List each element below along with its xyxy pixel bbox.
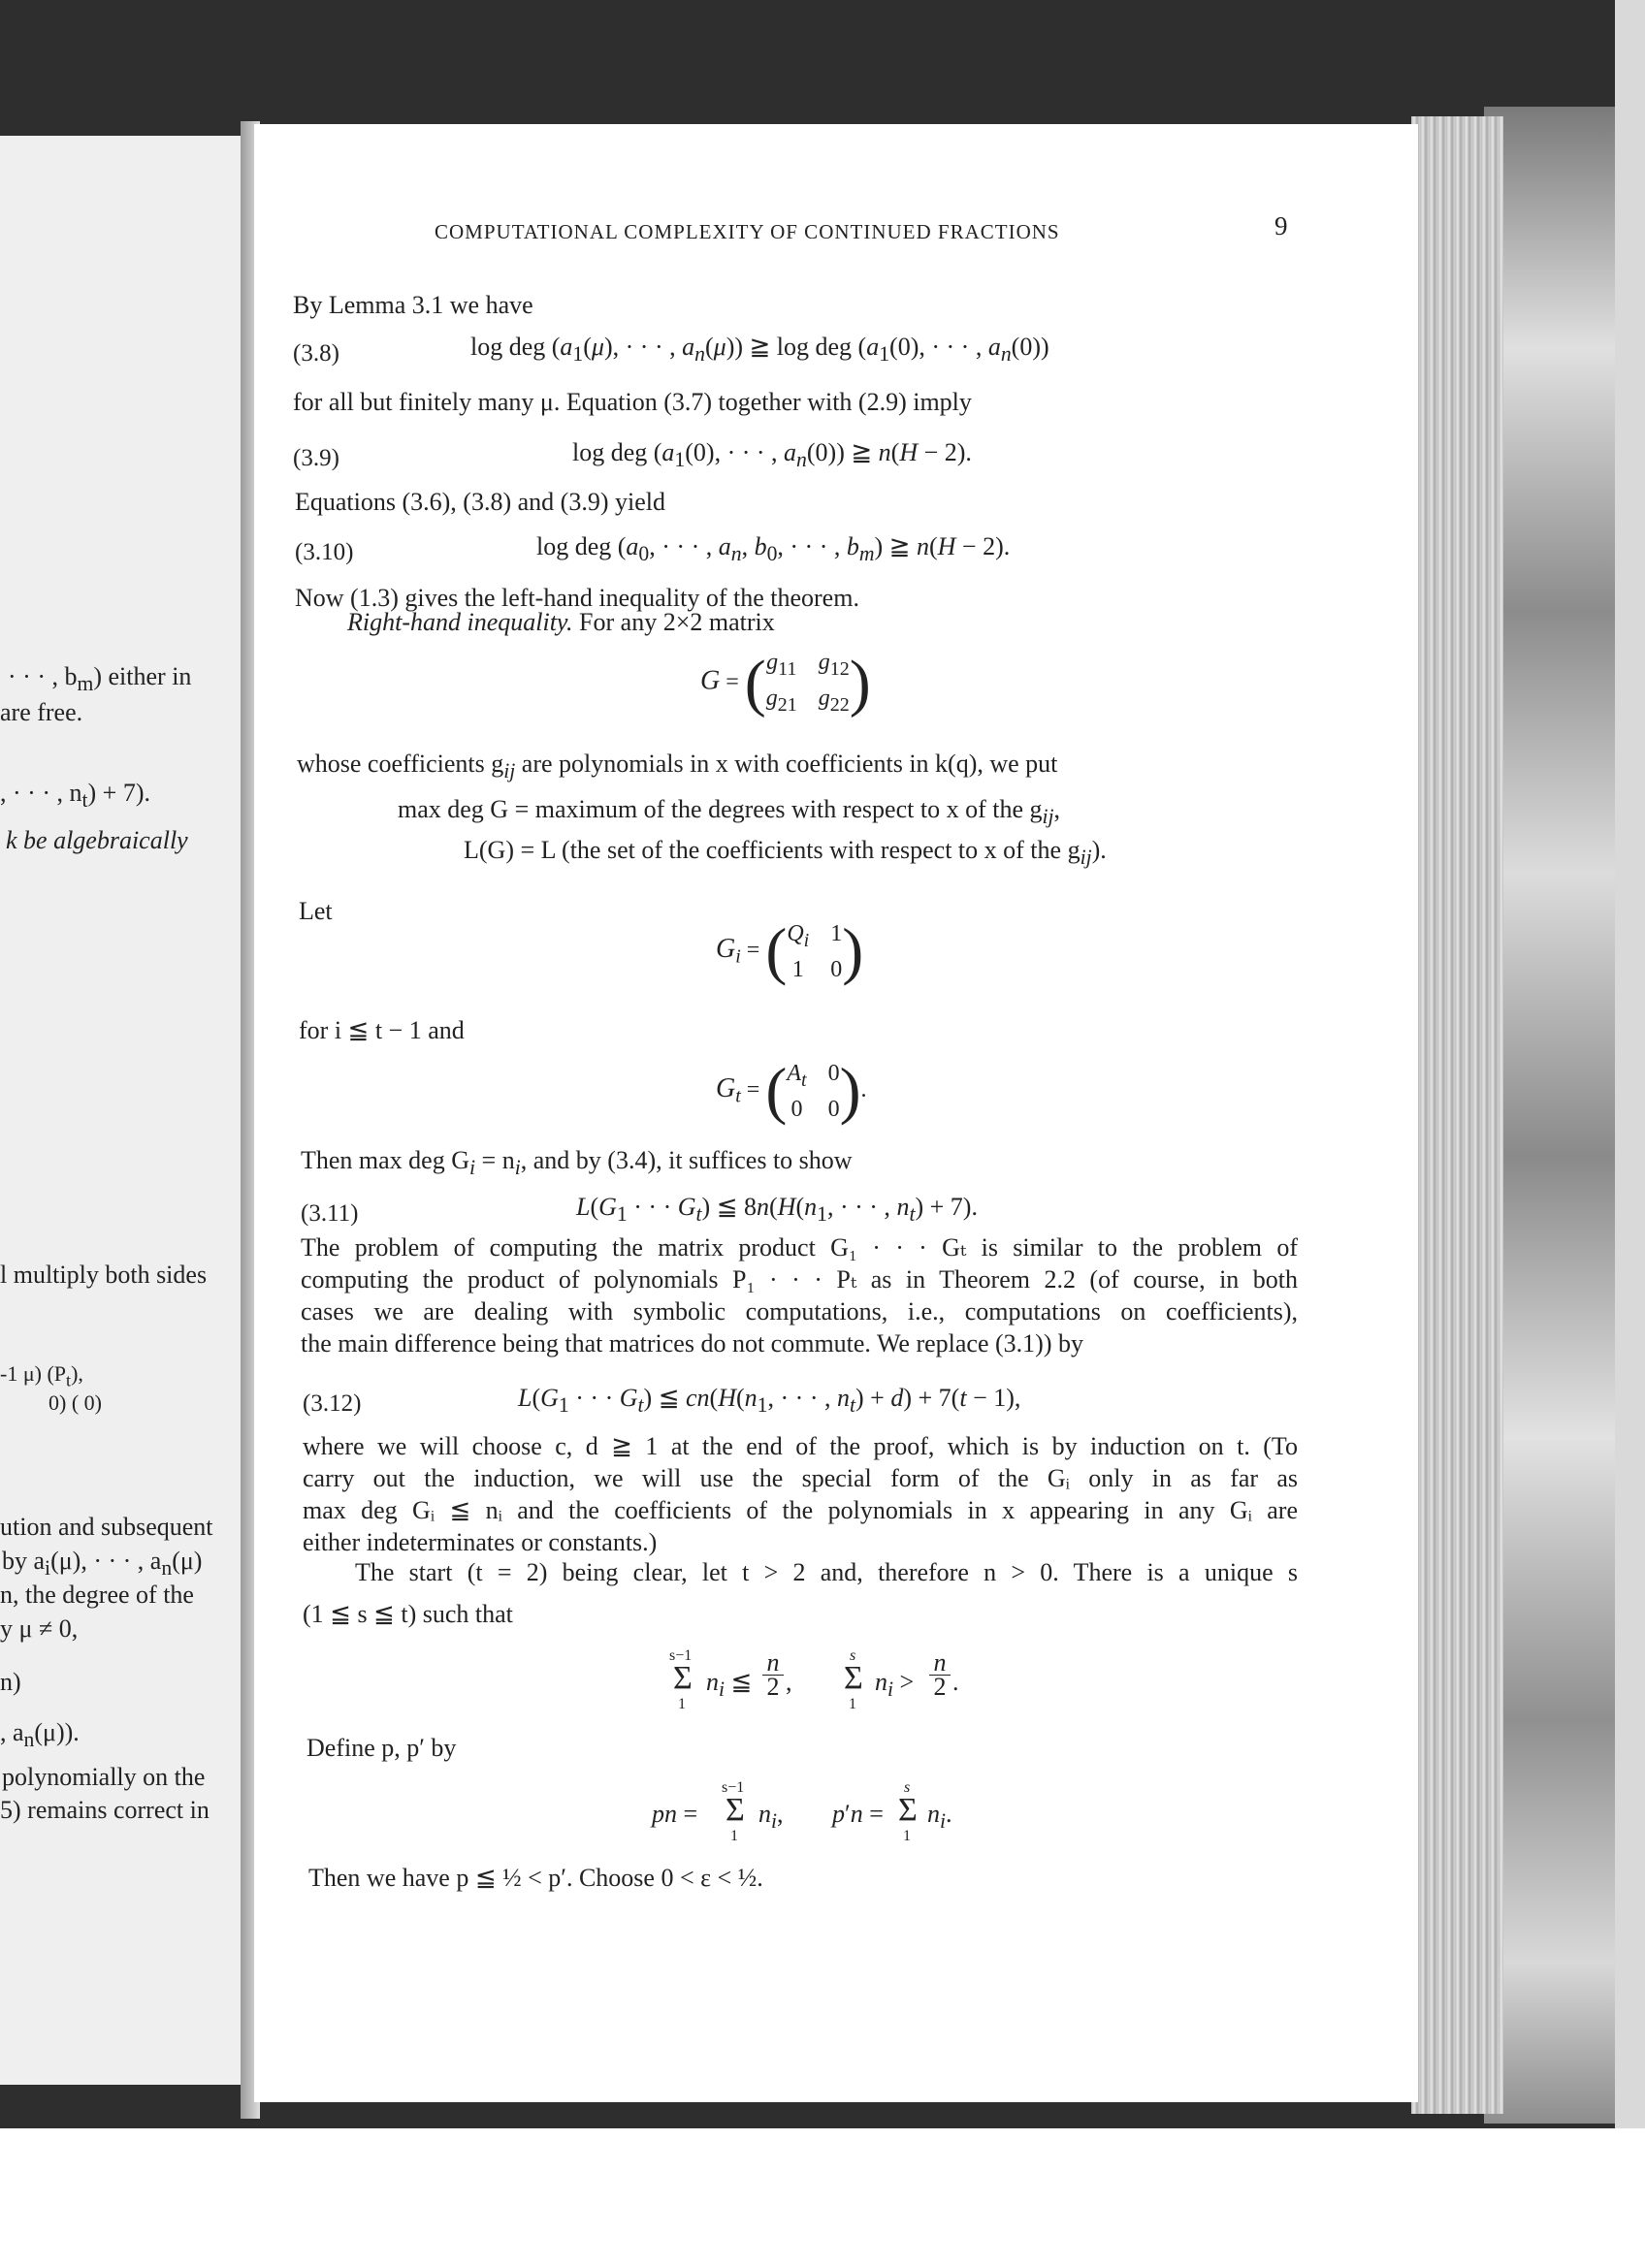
left-fragment: k be algebraically [6, 826, 188, 854]
p-definitions: pn = s−1 Σ 1 $n_i$, p′n = s Σ 1 $n_i$. [652, 1779, 952, 1844]
paragraph: The start (t = 2) being clear, let t > 2 and, therefore n > 0. There is a unique s [355, 1558, 1298, 1586]
text-line: Let [299, 897, 333, 925]
left-fragment: , · · · , $n_t) + 7$). [0, 779, 150, 813]
left-fragment: y μ ≠ 0, [0, 1614, 79, 1643]
book-page-stack-shadow [1484, 107, 1615, 2124]
text-line: Now (1.3) gives the left-hand inequality of the theorem. [295, 584, 859, 612]
equation-label: (3.11) [301, 1200, 359, 1227]
text-line: (1 ≦ s ≦ t) such that [303, 1600, 513, 1628]
left-fragment: ution and subsequent [0, 1513, 213, 1541]
scan-margin [0, 2128, 1645, 2268]
matrix-G: G = ( $g_{11}$ $g_{12}$ $g_{21}$ $g_{22}$ ) [700, 647, 871, 719]
equation-3-10: log deg ($a_0$, · · · , $a_n$, $b_0$, · · · , $b_m$) ≧ n(H − 2). [536, 532, 1011, 566]
equation-3-8: log deg ($a_1(\mu)$, · · · , $a_n(\mu)$) ≧ log deg ($a_1(0)$, · · · , $a_n(0)$) [470, 333, 1049, 367]
paragraph: where we will choose c, d ≧ 1 at the end of the proof, which is by induction on t. (To carry out the induction, we will use the special form of the Gᵢ only in as far as max deg Gᵢ ≦ nᵢ and the coefficients of the polynomials in x appearing in any Gᵢ are either indeterminates or constants.) [303, 1432, 1298, 1556]
left-fragment: l multiply both sides [0, 1261, 208, 1289]
left-fragment: -1 μ) $(P_t)$, [0, 1361, 83, 1390]
matrix-G-i: $G_i$ = ( $Q_i$ 1 1 0 ) [716, 915, 864, 987]
text-line: for all but finitely many μ. Equation (3.7) together with (2.9) imply [293, 388, 972, 416]
left-fragment: are free. [0, 698, 83, 726]
left-facing-page [0, 136, 248, 2085]
left-fragment: · · · , $b_m$) either in [8, 662, 192, 696]
equation-label: (3.8) [293, 340, 339, 367]
text-line: Define p, p′ by [306, 1734, 457, 1762]
equation-3-9: log deg ($a_1(0)$, · · · , $a_n(0)$) ≧ n(H − 2). [572, 438, 972, 472]
left-fragment: 5) remains correct in [0, 1796, 210, 1824]
left-fragment: by $a_i(\mu)$, · · · , $a_n(\mu)$ [2, 1547, 203, 1581]
text-line: By Lemma 3.1 we have [293, 291, 533, 319]
book-page-stack [1411, 116, 1503, 2114]
text-line: Then max deg $G_i = n_i$, and by (3.4), it suffices to show [301, 1146, 853, 1180]
definition-L: L(G) = L (the set of the coefficients with respect to x of the $g_{ij}$). [464, 836, 1107, 870]
paragraph: The problem of computing the matrix product G₁ · · · Gₜ is similar to the problem of computing the product of polynomials P₁ · · · Pₜ as in Theorem 2.2 (of course, in both cases we are dealing with symbolic computations, i.e., computations on coefficients), the main difference being that matrices do not commute. We replace (3.1)) by [301, 1233, 1298, 1358]
scanner-edge [1615, 0, 1645, 2128]
definition-max-deg: max deg G = maximum of the degrees with respect to x of the $g_{ij}$, [398, 795, 1061, 829]
sum-inequalities: s−1 Σ 1 $n_i$ ≦ n 2 , s Σ 1 $n_i$ > n 2 . [669, 1647, 959, 1712]
equation-3-11: $L(G_1$ · · · $G_t$) ≦ $8n(H(n_1$, · · · , $n_t) + 7$). [576, 1193, 978, 1227]
matrix-G-t: $G_t$ = ( $A_t$ 0 0 0 ). [716, 1055, 867, 1127]
equation-label: (3.10) [295, 539, 354, 565]
left-fragment: n) [0, 1668, 21, 1696]
text-line: Right-hand inequality. For any 2×2 matrix [347, 608, 775, 636]
running-title: COMPUTATIONAL COMPLEXITY OF CONTINUED FRACTIONS [435, 220, 1060, 243]
equation-3-12: $L(G_1$ · · · $G_t$) ≦ $cn(H(n_1$, · · · , $n_t) + d) + 7(t - 1)$, [518, 1384, 1021, 1418]
left-fragment: 0) ( 0) [48, 1390, 102, 1415]
page-number: 9 [1274, 211, 1288, 240]
left-fragment: , $a_n(\mu)$). [0, 1718, 80, 1752]
text-line: Equations (3.6), (3.8) and (3.9) yield [295, 488, 665, 516]
text-line: whose coefficients $g_{ij}$ are polynomials in x with coefficients in k(q), we put [297, 750, 1058, 783]
text-line: for i ≦ t − 1 and [299, 1016, 465, 1044]
left-fragment: polynomially on the [2, 1763, 206, 1791]
equation-label: (3.9) [293, 445, 339, 471]
equation-label: (3.12) [303, 1390, 362, 1417]
text-line: Then we have p ≦ ½ < p′. Choose 0 < ε < ½. [308, 1864, 763, 1892]
left-fragment: n, the degree of the [0, 1581, 194, 1609]
